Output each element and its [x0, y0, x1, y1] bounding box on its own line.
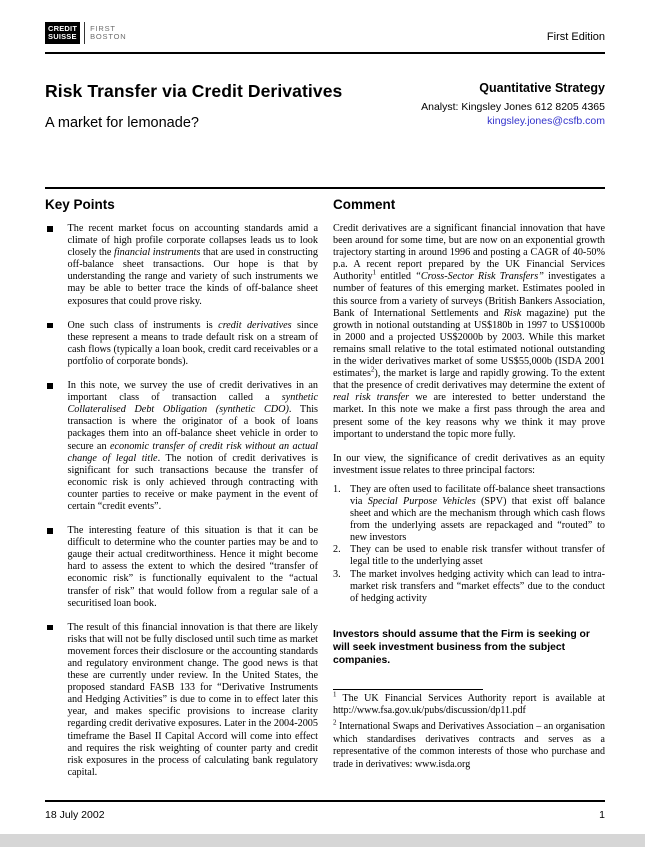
numbered-item-text: They can be used to enable risk transfer without transfer of legal title to the underlying asset: [350, 544, 605, 568]
key-point-text: The recent market focus on accounting standards amid a climate of high profile corporate collapses leads us to look closely the financial instruments that are used in constructing off-balance sheet transactions. Our hope is that by understanding the range and variety of such instruments we may be able to better trace the kinds of off-balance sheet exposures that could prove risky.: [67, 223, 318, 307]
key-point-item: [45, 380, 318, 513]
key-point-text: The interesting feature of this situation is that it can be difficult to determine who the counter parties may be and to gauge their actual creditworthiness. Hence it might become hard to assess the extent to which the desired “transfer of economic risk” is functionally equivalent to the “actual transfer of risk” that would follow from a regular sale of a securitised loan book.: [67, 525, 318, 609]
key-point-text: In this note, we survey the use of credit derivatives in an important class of transaction called a synthetic Collateralised Debt Obligation (synthetic CDO). This transaction is where the originator of a book of loans packages them into an off-balance sheet vehicle in order to secure an economic transfer of credit risk without an actual change of legal title. The notion of credit derivatives is significant for such transactions because the transfer of economic risk is only achieved through contracting with counter parties to receive or make payment in the event of certain “credit events”.: [67, 380, 319, 512]
analyst-email-link[interactable]: kingsley.jones@csfb.com: [487, 115, 605, 127]
footer-date: 18 July 2002: [45, 809, 105, 821]
footer-page-number: 1: [599, 809, 605, 821]
credit-suisse-first-boston-logo: [45, 22, 126, 44]
numbered-item-text: The market involves hedging activity which can lead to intra-market risk transfers and “market effects” due to the conduct of hedging activity: [350, 568, 605, 604]
analyst-block: [421, 81, 605, 131]
key-point-item: [45, 223, 318, 308]
key-points-column: [45, 193, 318, 791]
footnote: $^1$ The UK Financial Services Authority report is available at http://www.fsa.gov.uk/pubs/discussion/dp11.pdf: [333, 690, 605, 717]
key-point-text: The result of this financial innovation is that there are likely risks that will not be fully disclosed until such time as market movement forces their disclosure or the accounting standards and regulatory environment change. The good news is that these are currently under review. In the United States, the proposed standard FASB 133 for “Derivative Instruments and Hedging Activities” is due to come in to effect later this year, and makes specific provisions to increase clarity regarding credit derivative exposures. Later in the 2004-2005 timeframe the Basel II Capital Accord will come into effect and requires the risk weighting of counter party and credit risk exposures in the process of calculating bank regulatory capital.: [67, 621, 318, 778]
footnote-separator-rule: [333, 689, 483, 690]
comment-column: [333, 193, 605, 791]
comment-paragraph: In our view, the significance of credit derivatives as an equity investment issue relates to three principal factors:: [333, 452, 605, 476]
first-boston-logo-text: [84, 22, 126, 44]
title-left: [45, 81, 342, 131]
edition-label: First Edition: [546, 31, 605, 43]
scan-edge-strip: [0, 834, 645, 847]
page-header: [45, 22, 605, 54]
item-number: 2.: [333, 544, 341, 556]
section-divider-rule: [45, 187, 605, 189]
strategy-label: Quantitative Strategy: [479, 81, 605, 95]
main-columns: [45, 193, 605, 791]
logo-boston-text: BOSTON: [90, 32, 127, 41]
bullet-square-icon: [47, 323, 53, 329]
bullet-square-icon: [47, 383, 53, 389]
item-number: 3.: [333, 568, 341, 580]
report-title: Risk Transfer via Credit Derivatives: [45, 81, 343, 101]
analyst-name-phone: Analyst: Kingsley Jones 612 8205 4365: [421, 101, 605, 113]
report-subtitle: A market for lemonade?: [45, 115, 199, 131]
bullet-square-icon: [47, 528, 53, 534]
item-number: 1.: [333, 483, 341, 495]
key-point-item: [45, 525, 318, 610]
numbered-item-text: They are often used to facilitate off-balance sheet transactions via Special Purpose Vehicles (SPV) that exist off balance sheet and which are the mechanism through which cash flows from the underlying assets are repackaged and “routed” to new investors: [350, 483, 605, 544]
key-point-item: [45, 622, 318, 779]
title-block: [45, 81, 605, 131]
logo-credit-text: CREDIT: [48, 24, 78, 33]
footnote: $^2$ International Swaps and Derivatives Association – an organisation which standardises derivatives contracts and serves as a representative of the common interests of those who purchase and trade in derivatives: www.isda.org: [333, 718, 605, 770]
numbered-item: [333, 484, 605, 544]
credit-suisse-logo-box: [45, 22, 80, 44]
key-points-heading: Key Points: [45, 197, 115, 212]
comment-heading: Comment: [333, 197, 396, 212]
numbered-item: [333, 569, 605, 605]
numbered-item: [333, 544, 605, 568]
bullet-square-icon: [47, 625, 53, 631]
investor-disclaimer: Investors should assume that the Firm is seeking or will seek investment business from the subject companies.: [333, 628, 590, 666]
logo-first-text: FIRST: [90, 24, 116, 33]
bullet-square-icon: [47, 226, 53, 232]
page-footer: [45, 800, 605, 821]
logo-suisse-text: SUISSE: [48, 32, 77, 41]
key-point-text: One such class of instruments is credit derivatives since these represent a means to trade default risk on a stream of cash flows (typically a loan book, credit card receivables or a portfolio of corporate bonds).: [67, 319, 318, 367]
comment-paragraph: Credit derivatives are a significant financial innovation that have been around for some time, but are now on an exponential growth trajectory starting in around 1996 and posting a CAGR of 40-50% p.a. A recent report prepared by the UK Financial Services Authority$^1$ entitled “Cross-Sector Risk Transfers” investigates a number of features of this emerging market. Estimates pooled in this source from a variety of surveys (British Bankers Association, Bank of International Settlements and Risk magazine) put the growth in notional outstanding at US$180b in 1997 to US$1000b in 2000 and a projected US$2000b by 2003. While this market remains small relative to the total estimated notional outstanding in the wider derivatives market of some US$55,000b (ISDA 2001 estimates$^2$), the market is large and rapidly growing. To the extent that the presence of credit derivatives may determine the extent of real risk transfer we are interested to better understand the market. In this note we make a first pass through the area and present some of the key reasons why we think it may prove important to understand the topic more fully.: [333, 223, 606, 440]
key-point-item: [45, 320, 318, 368]
